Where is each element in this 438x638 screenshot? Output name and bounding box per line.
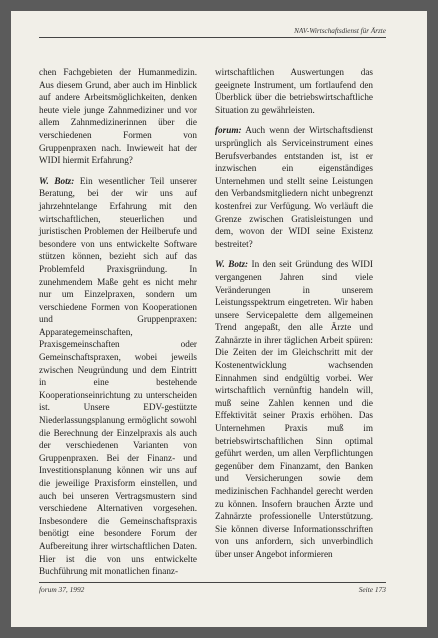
document-page [11, 11, 427, 627]
paragraph: chen Fachgebieten der Humanmedizin. Aus diesem Grund, aber auch im Hinblick auf andere Arbeitsmöglichkeiten, denken heute viele junge Zahnmediziner und vor allem Zahnmedizinerinnen über die verschiedenen Formen von Gruppenpraxen nach. Inwieweit hat der WIDI hiermit Erfahrung? [39, 67, 197, 166]
running-head: NAV-Wirtschaftsdienst für Ärzte [39, 27, 386, 38]
left-column [39, 66, 197, 586]
speaker-label: W. Botz: [39, 175, 75, 186]
paragraph-text: Ein wesentlicher Teil unserer Beratung, bei der wir uns auf jahrzehntelange Erfahrung mit den wirtschaftlichen, steuerlichen und juristischen Problemen der Heilberufe und besondere von uns entwickelte Software stützen können, bezieht sich auf das Problemfeld Praxisgründung. In zunehmendem Maße geht es nicht mehr nur um Einzelpraxen, sondern um verschiedene Formen von Kooperationen und Gruppenpraxen: Apparategemeinschaften, Praxisgemeinschaften oder Gemeinschaftspraxen, wobei jeweils zwischen Neugründung und dem Eintritt in eine bestehende Kooperationseinrichtung zu unterscheiden ist. Unsere EDV-gestützte Niederlassungsplanung ermöglicht sowohl die Berechnung der Einzelpraxis als auch der verschiedenen Varianten von Gruppenpraxen. Bei der Finanz- und Investitionsplanung können wir uns auf die jeweilige Praxisform einstellen, und auch bei unseren Vertragsmustern sind verschiedene Alternativen vorgesehen. Insbesondere die Gemeinschaftspraxis benötigt eine besondere Forum der Aufbereitung ihrer wirtschaftlichen Daten. Hier ist die von uns entwickelte Buchführung mit monatlichen finanz- [39, 175, 197, 577]
paragraph [39, 175, 197, 578]
speaker-label: forum: [215, 125, 242, 136]
page-footer [39, 582, 386, 594]
paragraph [215, 124, 373, 250]
right-column [215, 66, 373, 569]
paragraph: wirtschaftlichen Auswertungen das geeignete Instrument, um fortlaufend den Überblick über die betriebswirtschaftliche Situation zu gewährleisten. [215, 67, 373, 115]
page-number: Seite 173 [358, 585, 386, 594]
paragraph-text: In den seit Gründung des WIDI vergangenen Jahren sind viele Veränderungen in unserem Leistungsspektrum eingetreten. Wir haben unsere Servicepalette dem allgemeinen Trend angepaßt, den alle Ärzte und Zahnärzte in ihrer täglichen Arbeit spüren: Die Zeiten der im Gleichschritt mit der Kostenentwicklung wachsenden Einnahmen sind endgültig vorbei. Wer wirtschaftlich vernünftig handeln will, muß seine Zahlen kennen und die Effektivität seiner Praxis erhöhen. Das Unternehmen Praxis muß im betriebswirtschaftlichen Sinn optimal geführt werden, um allen Verpflichtungen gegenüber dem Finanzamt, den Banken und Versicherungen sowie dem medizinischen Fachhandel gerecht werden zu können. Insofern brauchen Ärzte und Zahnärzte professionelle Unterstützung. Sie können diverse Informationsschriften von uns anfordern, sich unverbindlich über unser Angebot informieren [215, 259, 373, 559]
paragraph [215, 258, 373, 560]
paragraph-text: Auch wenn der Wirtschaftsdienst ursprünglich als Serviceinstrument eines Berufsverbandes entstanden ist, ist er inzwischen ein eigenständiges Unternehmen und stellt seine Leistungen den Verbandsmitgliedern nicht unbegrenzt kostenfrei zur Verfügung. Wo verläuft die Grenze zwischen Gratisleistungen und dem, wovon der WIDI seine Existenz bestreitet? [215, 125, 373, 249]
issue-label: forum 37, 1992 [39, 585, 85, 594]
speaker-label: W. Botz: [215, 259, 249, 270]
